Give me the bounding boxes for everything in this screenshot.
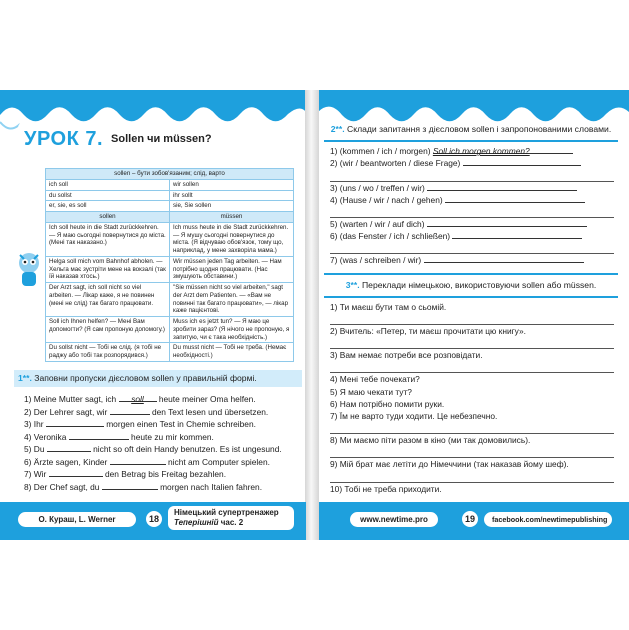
- task1-item: 5) Du nicht so oft dein Handy benutzen. Es ist ungesund.: [24, 444, 282, 455]
- conj-cell: ich soll: [46, 179, 170, 190]
- task1-item: 8) Der Chef sagt, du morgen nach Italien fahren.: [24, 482, 263, 493]
- task3-item: 2) Вчитель: «Петер, ти маєш прочитати цю книгу».: [330, 325, 526, 336]
- task2-item: 1) (kommen / ich / morgen) Soll ich morgen kommen?: [324, 145, 618, 157]
- example-cell: Ich soll heute in die Stadt zurückkehren. — Я маю сьогодні повернутися до міста. (Мені так наказано.): [46, 222, 170, 256]
- answer-field[interactable]: [445, 194, 585, 203]
- conj-cell: sie, Sie sollen: [170, 201, 294, 212]
- example-cell: "Sie müssen nicht so viel arbeiten," sagt der Arzt dem Patienten. — «Вам не повинні так багато працювати», — лікар каже пацієнтові.: [170, 283, 294, 317]
- answer-line[interactable]: [330, 242, 614, 254]
- answer-field[interactable]: [69, 431, 129, 440]
- page-number-right: 19: [462, 511, 478, 527]
- example-row: [46, 222, 294, 256]
- website-link[interactable]: www.newtime.pro: [350, 512, 438, 527]
- table-header: sollen – бути зобов'язаним; слід, варто: [46, 169, 294, 180]
- example-cell: Muss ich es jetzt tun? — Я маю це зробити зараз? (Я нічого не пропоную, я запитую, чи є така необхідність.): [170, 317, 294, 343]
- grammar-table: [45, 168, 294, 362]
- answer-field[interactable]: [427, 218, 587, 227]
- answer-field[interactable]: [102, 481, 158, 490]
- answer-line[interactable]: [330, 337, 614, 349]
- task1-item: 2) Der Lehrer sagt, wir den Text lesen und übersetzen.: [24, 406, 269, 417]
- example-cell: Helga soll mich vom Bahnhof abholen. — Хельга має зустріти мене на вокзалі (так їй наказав хтось.): [46, 256, 170, 282]
- task1-item: 6) Ärzte sagen, Kinder nicht am Computer spielen.: [24, 456, 270, 467]
- example-cell: Wir müssen jeden Tag arbeiten. — Нам потрібно щодня працювати. (Нас змушують обставини.): [170, 256, 294, 282]
- answer-field[interactable]: [463, 157, 581, 166]
- example-row: [46, 283, 294, 317]
- answer-field[interactable]: soll: [119, 393, 157, 402]
- task1-item: 7) Wir den Betrag bis Freitag bezahlen.: [24, 469, 227, 480]
- page-number-left: 18: [146, 511, 162, 527]
- answer-line[interactable]: [330, 170, 614, 182]
- task3-item: 6) Нам потрібно помити руки.: [330, 398, 445, 409]
- answer-line[interactable]: [330, 313, 614, 325]
- task1-instruction: 1**. Заповни пропуски дієсловом sollen у правильній формі.: [14, 370, 302, 387]
- lesson-title: Sollen чи müssen?: [111, 133, 212, 145]
- divider: [324, 273, 618, 275]
- answer-line[interactable]: [330, 361, 614, 373]
- book-spine: [305, 90, 319, 540]
- answer-line[interactable]: [330, 446, 614, 458]
- answer-line[interactable]: [330, 206, 614, 218]
- task3-item: 10) Тобі не треба приходити.: [330, 483, 442, 494]
- conj-cell: er, sie, es soll: [46, 201, 170, 212]
- example-cell: Du sollst nicht — Тобі не слід. (я тобі не раджу або тобі так розпорядився.): [46, 343, 170, 362]
- task3-item: 7) Їм не варто туди ходити. Це небезпечно.: [330, 410, 498, 421]
- task3-item: 8) Ми маємо піти разом в кіно (ми так домовились).: [330, 435, 531, 446]
- task2-item: 5) (warten / wir / auf dich): [324, 218, 618, 230]
- task2-item: 3) (uns / wo / treffen / wir): [324, 182, 618, 194]
- task2-instruction: 2**. Склади запитання з дієсловом sollen і запропонованими словами.: [330, 124, 612, 134]
- conj-row: [46, 179, 294, 190]
- col-mussen: müssen: [170, 212, 294, 223]
- task3-item: 9) Мій брат має летіти до Німеччини (так наказав йому шеф).: [330, 459, 569, 470]
- example-row: [46, 343, 294, 362]
- lesson-number: УРОК 7.: [24, 127, 104, 150]
- conj-cell: wir sollen: [170, 179, 294, 190]
- answer-field[interactable]: [427, 182, 577, 191]
- task2-item: 4) (Hause / wir / nach / gehen): [324, 194, 618, 206]
- task3-instruction: 3**. Переклади німецькою, використовуючи sollen або müssen.: [345, 279, 597, 290]
- right-page: [324, 122, 618, 495]
- left-page: [14, 122, 302, 494]
- divider: [324, 296, 618, 298]
- task3-item: 4) Мені тебе почекати?: [330, 374, 420, 385]
- task3-item: 3) Вам немає потреби все розповідати.: [330, 350, 483, 361]
- example-row: [46, 256, 294, 282]
- answer-line[interactable]: [330, 422, 614, 434]
- conj-row: [46, 201, 294, 212]
- answer-field[interactable]: [424, 254, 584, 263]
- conj-cell: du sollst: [46, 190, 170, 201]
- conj-cell: ihr sollt: [170, 190, 294, 201]
- facebook-link[interactable]: facebook.com/newtimepublishing: [484, 512, 612, 527]
- task2-item: 7) (was / schreiben / wir): [324, 254, 618, 266]
- example-cell: Ich muss heute in die Stadt zurückkehren. — Я мушу сьогодні повернутися до міста. (Я відчуваю обов'язок, тому що, наприклад, у мене захворіла мама.): [170, 222, 294, 256]
- task3-item: 1) Ти маєш бути там о сьомій.: [330, 301, 447, 312]
- task3-item: 5) Я маю чекати тут?: [330, 386, 412, 397]
- example-cell: Du musst nicht — Тобі не треба. (Немає необхідності.): [170, 343, 294, 362]
- example-cell: Der Arzt sagt, ich soll nicht so viel arbeiten. — Лікар каже, я не повинен (мені не слід) так багато працювати.: [46, 283, 170, 317]
- example-row: [46, 317, 294, 343]
- answer-field[interactable]: [452, 230, 582, 239]
- task1-item: 1) Meine Mutter sagt, ich soll heute meiner Oma helfen.: [24, 393, 256, 404]
- mascot-icon: [14, 250, 44, 290]
- answer-field[interactable]: [110, 406, 150, 415]
- col-sollen: sollen: [46, 212, 170, 223]
- example-cell: Soll ich Ihnen helfen? — Мені Вам допомогти? (Я сам пропоную допомогу.): [46, 317, 170, 343]
- authors: О. Кураш, L. Werner: [18, 512, 136, 527]
- answer-field[interactable]: [47, 443, 91, 452]
- divider: [324, 140, 618, 142]
- book-title: Німецький супертренажер Теперішній час. 2: [168, 506, 294, 530]
- answer-field[interactable]: [49, 468, 103, 477]
- task1-item: 3) Ihr morgen einen Test in Chemie schreiben.: [24, 419, 256, 430]
- conj-row: [46, 190, 294, 201]
- task1-list: [14, 393, 302, 494]
- answer-field[interactable]: Soll ich morgen kommen?: [433, 145, 573, 154]
- task1-item: 4) Veronika heute zu mir kommen.: [24, 431, 214, 442]
- task2-list: [324, 145, 618, 266]
- task3-list: [324, 301, 618, 495]
- lesson-title-box: [18, 122, 296, 156]
- answer-line[interactable]: [330, 471, 614, 483]
- answer-field[interactable]: [46, 418, 104, 427]
- answer-field[interactable]: [110, 456, 166, 465]
- task2-item: 6) (das Fenster / ich / schließen): [324, 230, 618, 242]
- task2-item: 2) (wir / beantworten / diese Frage): [324, 157, 618, 169]
